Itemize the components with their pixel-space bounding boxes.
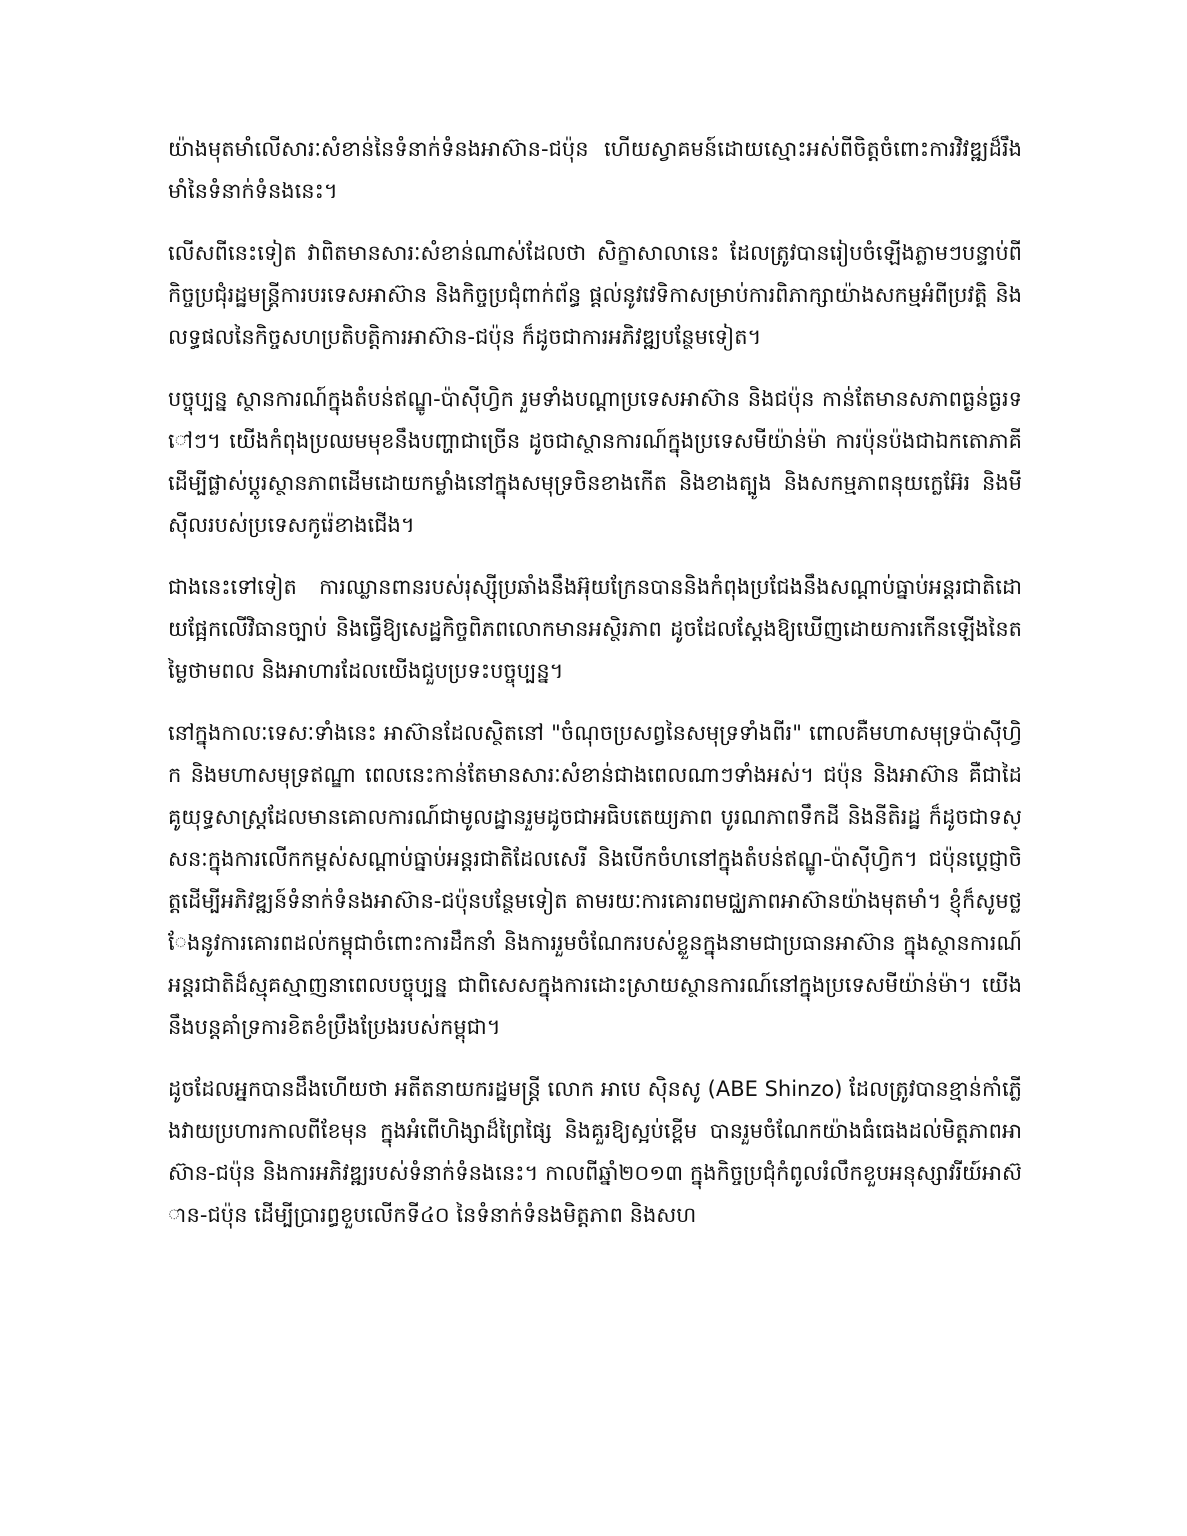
paragraph-6: ដូចដែលអ្នកបានដឹងហើយថា អតីតនាយករដ្ឋមន្ត្រី លោក អាបេ ស៊ិនសូ (ABE Shinzo) ដែលត្រូវបានខ្មាន់កាំភ្លើងវាយប្រហារកាលពីខែមុន ក្នុងអំពើហិង្សាដ៏ព្រៃផ្សៃ និងគួរឱ្យស្អប់ខ្ពើម បានរួមចំណែកយ៉ាងធំធេងដល់មិត្តភាពអាស៊ាន-ជប៉ុន និងការអភិវឌ្ឍរបស់ទំនាក់ទំនងនេះ។ កាលពីឆ្នាំ២០១៣ ក្នុងកិច្ចប្រជុំកំពូលរំលឹកខួបអនុស្សាវរីយ៍អាស៊ាន-ជប៉ុន ដើម្បីប្រារព្ធខួបលើកទី៤០ នៃទំនាក់ទំនងមិត្តភាព និងសហ — [168, 1077, 1022, 1227]
paragraph-2: លើសពីនេះទៀត វាពិតមានសារៈសំខាន់ណាស់ដែលថា សិក្ខាសាលានេះ ដែលត្រូវបានរៀបចំឡើងភ្លាមៗបន្ទាប់ពីកិច្ចប្រជុំរដ្ឋមន្ត្រីការបរទេសអាស៊ាន និងកិច្ចប្រជុំពាក់ព័ន្ធ ផ្តល់នូវវេទិកាសម្រាប់ការពិភាក្សាយ៉ាងសកម្មអំពីប្រវត្តិ និងលទ្ធផលនៃកិច្ចសហប្រតិបត្តិការអាស៊ាន-ជប៉ុន ក៏ដូចជាការអភិវឌ្ឍបន្ថែមទៀត។ — [168, 241, 1022, 349]
paragraph-1: យ៉ាងមុតមាំលើសារៈសំខាន់នៃទំនាក់ទំនងអាស៊ាន-ជប៉ុន ហើយស្វាគមន៍ដោយស្មោះអស់ពីចិត្តចំពោះការវិវឌ្ឍដ៏រឹងមាំនៃទំនាក់ទំនងនេះ។ — [168, 137, 1022, 203]
paragraph-4: ជាងនេះទៅទៀត ការឈ្លានពានរបស់រុស្ស៊ីប្រឆាំងនឹងអ៊ុយក្រែនបាននិងកំពុងប្រជែងនឹងសណ្តាប់ធ្នាប់អន្តរជាតិដោយផ្អែកលើវិធានច្បាប់ និងធ្វើឱ្យសេដ្ឋកិច្ចពិភពលោកមានអស្ថិរភាព ដូចដែលស្តែងឱ្យឃើញដោយការកើនឡើងនៃតម្លៃថាមពល និងអាហារដែលយើងជួបប្រទះបច្ចុប្បន្ន។ — [168, 575, 1022, 683]
paragraph-3: បច្ចុប្បន្ន ស្ថានការណ៍ក្នុងតំបន់ឥណ្ឌូ-ប៉ាស៊ីហ្វិក រួមទាំងបណ្តាប្រទេសអាស៊ាន និងជប៉ុន កាន់តែមានសភាពធ្ងន់ធ្ងរទៅៗ។ យើងកំពុងប្រឈមមុខនឹងបញ្ហាជាច្រើន ដូចជាស្ថានការណ៍ក្នុងប្រទេសមីយ៉ាន់ម៉ា ការប៉ុនប៉ងជាឯកតោភាគីដើម្បីផ្លាស់ប្តូរស្ថានភាពដើមដោយកម្លាំងនៅក្នុងសមុទ្រចិនខាងកើត និងខាងត្បូង និងសកម្មភាពនុយក្លេអ៊ែរ និងមីស៊ីលរបស់ប្រទេសកូរ៉េខាងជើង។ — [168, 387, 1022, 537]
document-body — [168, 128, 1022, 1256]
paragraph-5: នៅក្នុងកាលៈទេសៈទាំងនេះ អាស៊ានដែលស្ថិតនៅ "ចំណុចប្រសព្វនៃសមុទ្រទាំងពីរ" ពោលគឺមហាសមុទ្រប៉ាស៊ីហ្វិក និងមហាសមុទ្រឥណ្ឌា ពេលនេះកាន់តែមានសារៈសំខាន់ជាងពេលណាៗទាំងអស់។ ជប៉ុន និងអាស៊ាន គឺជាដៃគូយុទ្ធសាស្ត្រដែលមានគោលការណ៍ជាមូលដ្ឋានរួមដូចជាអធិបតេយ្យភាព បូរណភាពទឹកដី និងនីតិរដ្ឋ ក៏ដូចជាទស្សនៈក្នុងការលើកកម្ពស់សណ្តាប់ធ្នាប់អន្តរជាតិដែលសេរី និងបើកចំហនៅក្នុងតំបន់ឥណ្ឌូ-ប៉ាស៊ីហ្វិក។ ជប៉ុនប្តេជ្ញាចិត្តដើម្បីអភិវឌ្ឍន៍ទំនាក់ទំនងអាស៊ាន-ជប៉ុនបន្ថែមទៀត តាមរយៈការគោរពមជ្ឈភាពអាស៊ានយ៉ាងមុតមាំ។ ខ្ញុំក៏សូមថ្លែងនូវការគោរពដល់កម្ពុជាចំពោះការដឹកនាំ និងការរួមចំណែករបស់ខ្លួនក្នុងនាមជាប្រធានអាស៊ាន ក្នុងស្ថានការណ៍អន្តរជាតិដ៏ស្មុគស្មាញនាពេលបច្ចុប្បន្ន ជាពិសេសក្នុងការដោះស្រាយស្ថានការណ៍នៅក្នុងប្រទេសមីយ៉ាន់ម៉ា។ យើងនឹងបន្តគាំទ្រការខិតខំប្រឹងប្រែងរបស់កម្ពុជា។ — [168, 721, 1022, 1039]
